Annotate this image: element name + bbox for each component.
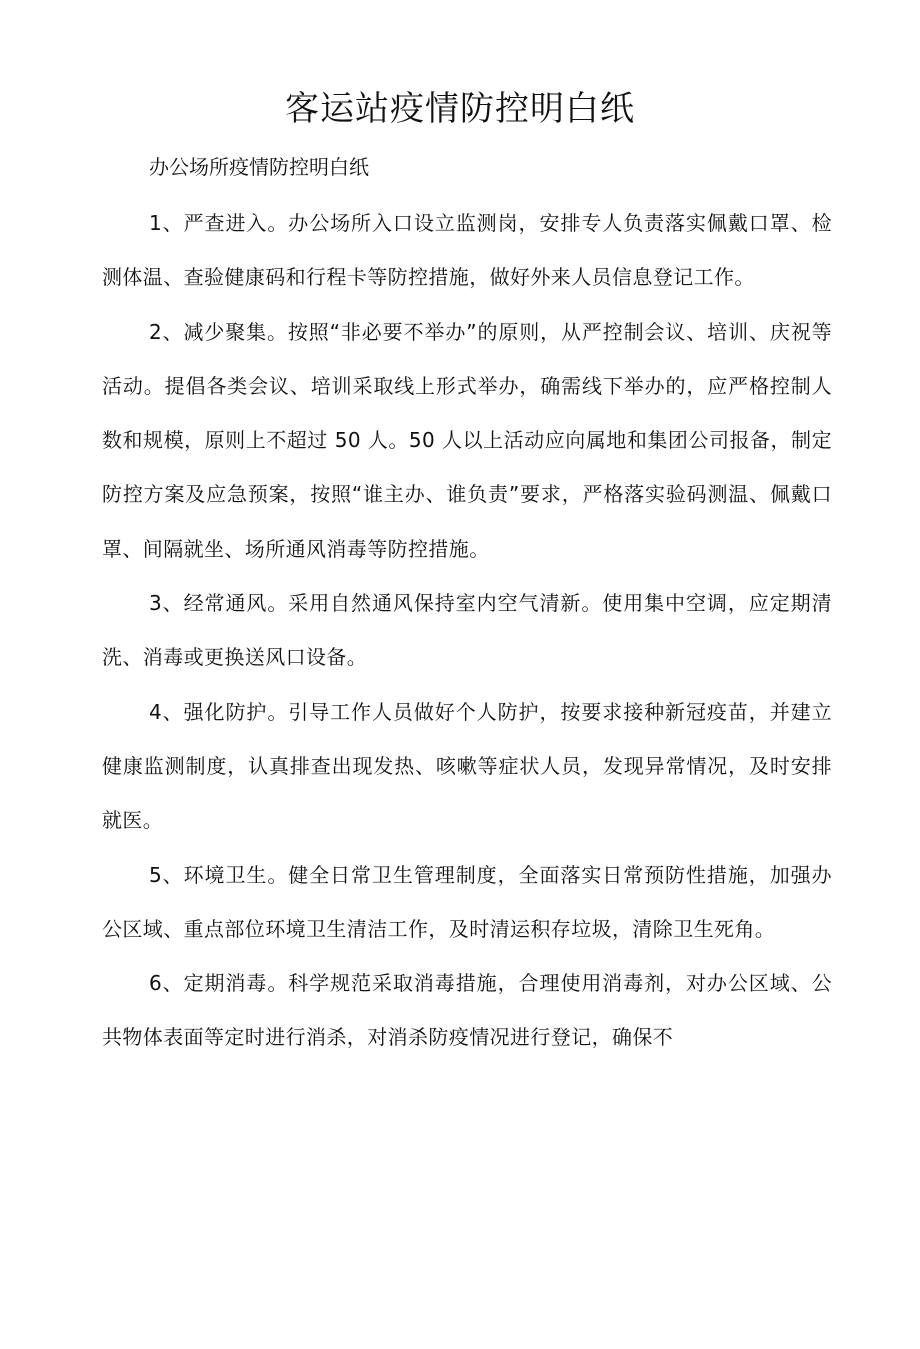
document-body (102, 196, 832, 1065)
paragraph-reduce-gathering: 2、减少聚集。按照“非必要不举办”的原则，从严控制会议、培训、庆祝等活动。提倡各类会议、培训采取线上形式举办，确需线下举办的，应严格控制人数和规模，原则上不超过 50 人。50 人以上活动应向属地和集团公司报备，制定防控方案及应急预案，按照“谁主办、谁负责”要求，严格落实验码测温、佩戴口罩、间隔就坐、场所通风消毒等防控措施。 (102, 319, 832, 561)
paragraph-strict-entry: 1、严查进入。办公场所入口设立监测岗，安排专人负责落实佩戴口罩、检测体温、查验健康码和行程卡等防控措施，做好外来人员信息登记工作。 (102, 211, 832, 290)
paragraph-hygiene: 5、环境卫生。健全日常卫生管理制度，全面落实日常预防性措施，加强办公区域、重点部位环境卫生清洁工作，及时清运积存垃圾，清除卫生死角。 (102, 862, 832, 941)
document-subtitle: 办公场所疫情防控明白纸 (149, 155, 369, 179)
document-title: 客运站疫情防控明白纸 (285, 89, 635, 129)
paragraph-ventilation: 3、经常通风。采用自然通风保持室内空气清新。使用集中空调，应定期清洗、消毒或更换送风口设备。 (102, 591, 832, 670)
paragraph-protection: 4、强化防护。引导工作人员做好个人防护，按要求接种新冠疫苗，并建立健康监测制度，认真排查出现发热、咳嗽等症状人员，发现异常情况，及时安排就医。 (102, 699, 832, 833)
paragraph-disinfection: 6、定期消毒。科学规范采取消毒措施，合理使用消毒剂，对办公区域、公共物体表面等定时进行消杀，对消杀防疫情况进行登记，确保不 (102, 971, 832, 1050)
